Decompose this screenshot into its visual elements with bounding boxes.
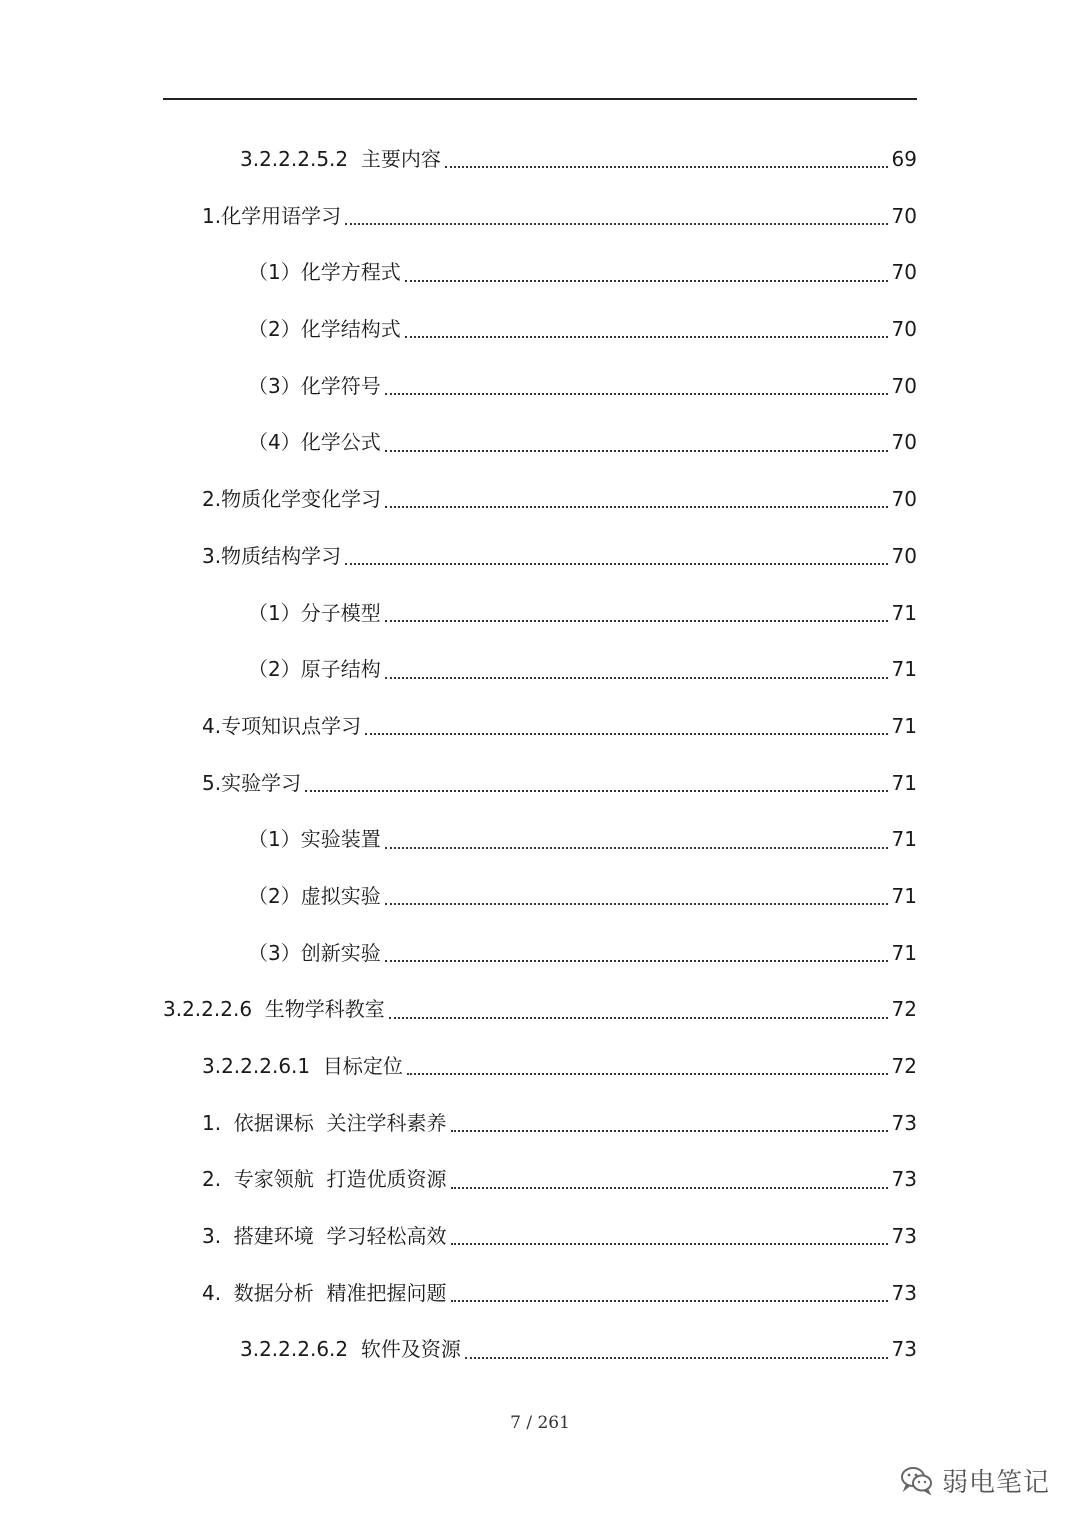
toc-dot-leader — [385, 677, 888, 679]
toc-entry[interactable] — [0, 414, 1080, 471]
toc-dot-leader — [389, 1017, 888, 1019]
toc-dot-leader — [451, 1130, 888, 1132]
toc-entry-title: 3.2.2.2.5.2 主要内容 — [240, 147, 441, 171]
toc-entry-title: 1. 依据课标 关注学科素养 — [202, 1110, 447, 1135]
toc-entry-title: 4. 数据分析 精准把握问题 — [202, 1280, 447, 1305]
toc-entry[interactable] — [0, 1208, 1080, 1265]
toc-dot-leader — [451, 1300, 888, 1302]
header-rule — [163, 98, 917, 100]
toc-dot-leader — [385, 620, 888, 622]
toc-dot-leader — [345, 563, 888, 565]
toc-dot-leader — [451, 1243, 888, 1245]
toc-entry-page-number: 71 — [891, 713, 917, 738]
toc-entry-title: 3.2.2.2.6 生物学科教室 — [163, 997, 385, 1022]
toc-entry[interactable] — [0, 641, 1080, 698]
toc-entry-title: （1）化学方程式 — [248, 260, 401, 285]
toc-entry-page-number: 70 — [891, 203, 917, 228]
toc-dot-leader — [385, 450, 888, 452]
toc-dot-leader — [465, 1357, 888, 1359]
toc-entry-title: （2）原子结构 — [248, 657, 381, 682]
toc-entry[interactable] — [0, 131, 1080, 188]
toc-dot-leader — [365, 733, 888, 735]
toc-entry-title: 3.2.2.2.6.2 软件及资源 — [240, 1337, 461, 1362]
toc-entry-title: 1.化学用语学习 — [202, 203, 342, 228]
toc-entry[interactable] — [0, 698, 1080, 755]
toc-entry-page-number: 70 — [891, 260, 917, 285]
toc-entry-page-number: 70 — [891, 543, 917, 568]
table-of-contents — [0, 131, 1080, 1378]
toc-dot-leader — [385, 506, 888, 508]
toc-entry[interactable] — [0, 981, 1080, 1038]
toc-entry-page-number: 73 — [891, 1224, 917, 1249]
toc-entry[interactable] — [0, 925, 1080, 982]
toc-entry-page-number: 70 — [891, 487, 917, 512]
toc-entry-page-number: 73 — [891, 1110, 917, 1135]
toc-entry-title: （2）虚拟实验 — [248, 883, 381, 908]
toc-entry-page-number: 72 — [891, 1054, 917, 1078]
toc-dot-leader — [385, 960, 888, 962]
toc-entry[interactable] — [0, 755, 1080, 812]
toc-entry-title: 3.物质结构学习 — [202, 543, 342, 568]
toc-entry-title: （3）创新实验 — [248, 940, 381, 965]
toc-entry[interactable] — [0, 1038, 1080, 1095]
toc-entry-page-number: 71 — [891, 883, 917, 908]
toc-dot-leader — [405, 336, 888, 338]
toc-entry-title: 4.专项知识点学习 — [202, 713, 362, 738]
toc-entry[interactable] — [0, 358, 1080, 415]
toc-dot-leader — [445, 166, 888, 168]
toc-dot-leader — [451, 1187, 888, 1189]
toc-entry[interactable] — [0, 301, 1080, 358]
toc-entry-page-number: 73 — [891, 1337, 917, 1362]
toc-entry-title: （4）化学公式 — [248, 430, 381, 455]
toc-entry[interactable] — [0, 1151, 1080, 1208]
toc-entry[interactable] — [0, 585, 1080, 642]
watermark — [900, 1458, 1050, 1502]
toc-entry-page-number: 70 — [891, 373, 917, 398]
toc-entry[interactable] — [0, 1265, 1080, 1322]
toc-entry-page-number: 71 — [891, 940, 917, 965]
toc-entry[interactable] — [0, 188, 1080, 245]
toc-entry[interactable] — [0, 868, 1080, 925]
toc-entry[interactable] — [0, 1321, 1080, 1378]
toc-entry-page-number: 71 — [891, 827, 917, 852]
toc-entry-page-number: 72 — [891, 997, 917, 1022]
toc-entry[interactable] — [0, 528, 1080, 585]
toc-entry-page-number: 73 — [891, 1167, 917, 1192]
toc-entry[interactable] — [0, 244, 1080, 301]
toc-entry-page-number: 71 — [891, 657, 917, 682]
toc-entry-title: 5.实验学习 — [202, 770, 302, 795]
wechat-icon — [900, 1465, 934, 1495]
toc-entry-title: 2.物质化学变化学习 — [202, 487, 382, 512]
watermark-text: 弱电笔记 — [942, 1467, 1051, 1498]
toc-entry-page-number: 71 — [891, 770, 917, 795]
toc-dot-leader — [405, 280, 888, 282]
toc-dot-leader — [385, 903, 888, 905]
toc-entry[interactable] — [0, 1095, 1080, 1152]
toc-entry-title: 3. 搭建环境 学习轻松高效 — [202, 1224, 447, 1249]
toc-entry-page-number: 70 — [891, 430, 917, 455]
toc-entry-title: （3）化学符号 — [248, 373, 381, 398]
toc-dot-leader — [345, 223, 888, 225]
toc-entry[interactable] — [0, 811, 1080, 868]
toc-entry-title: （1）实验装置 — [248, 827, 381, 852]
toc-dot-leader — [385, 847, 888, 849]
page-indicator: 7 / 261 — [510, 1413, 570, 1433]
toc-entry[interactable] — [0, 471, 1080, 528]
toc-entry-title: （2）化学结构式 — [248, 317, 401, 342]
toc-entry-title: （1）分子模型 — [248, 600, 381, 625]
toc-entry-title: 2. 专家领航 打造优质资源 — [202, 1167, 447, 1192]
toc-dot-leader — [407, 1073, 888, 1075]
toc-entry-page-number: 73 — [891, 1280, 917, 1305]
toc-entry-page-number: 71 — [891, 600, 917, 625]
toc-entry-page-number: 69 — [891, 147, 917, 171]
toc-dot-leader — [385, 393, 888, 395]
toc-entry-page-number: 70 — [891, 317, 917, 342]
toc-dot-leader — [305, 790, 888, 792]
toc-entry-title: 3.2.2.2.6.1 目标定位 — [202, 1054, 403, 1078]
